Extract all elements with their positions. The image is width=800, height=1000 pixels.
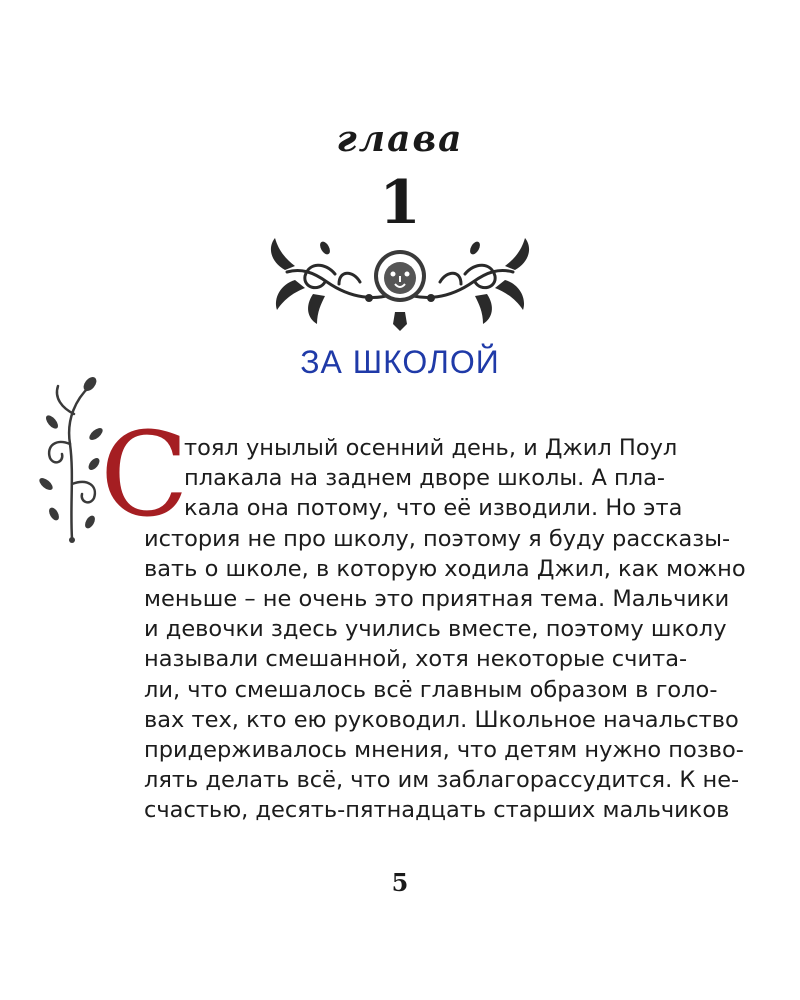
text-line: вать о школе, в которую ходила Джил, как можно	[144, 556, 746, 582]
text-line: история не про школу, поэтому я буду рассказы-	[144, 526, 731, 552]
text-line: счастью, десять-пятнадцать старших мальчиков	[144, 797, 730, 823]
lion-ornament-icon	[265, 232, 535, 332]
page-number: 5	[391, 868, 409, 897]
text-line: меньше – не очень это приятная тема. Мальчики	[144, 586, 730, 612]
text-line: кала она потому, что её изводили. Но эта	[184, 495, 683, 521]
chapter-title: ЗА ШКОЛОЙ	[300, 344, 500, 380]
chapter-number: 1	[379, 168, 421, 238]
text-line: и девочки здесь учились вместе, поэтому школу	[144, 616, 727, 642]
text-line: лять делать всё, что им заблагорассудится. К не-	[144, 767, 740, 793]
text-line: вах тех, кто ею руководил. Школьное начальство	[144, 707, 739, 733]
text-line: плакала на заднем дворе школы. А пла-	[184, 465, 666, 491]
text-line: называли смешанной, хотя некоторые счита-	[144, 646, 688, 672]
chapter-label: глава	[336, 118, 464, 160]
text-line: тоял унылый осенний день, и Джил Поул	[184, 435, 678, 461]
text-line: придерживалось мнения, что детям нужно позво-	[144, 737, 744, 763]
drop-cap: С	[100, 408, 189, 543]
text-line: ли, что смешалось всё главным образом в голо-	[144, 677, 718, 703]
